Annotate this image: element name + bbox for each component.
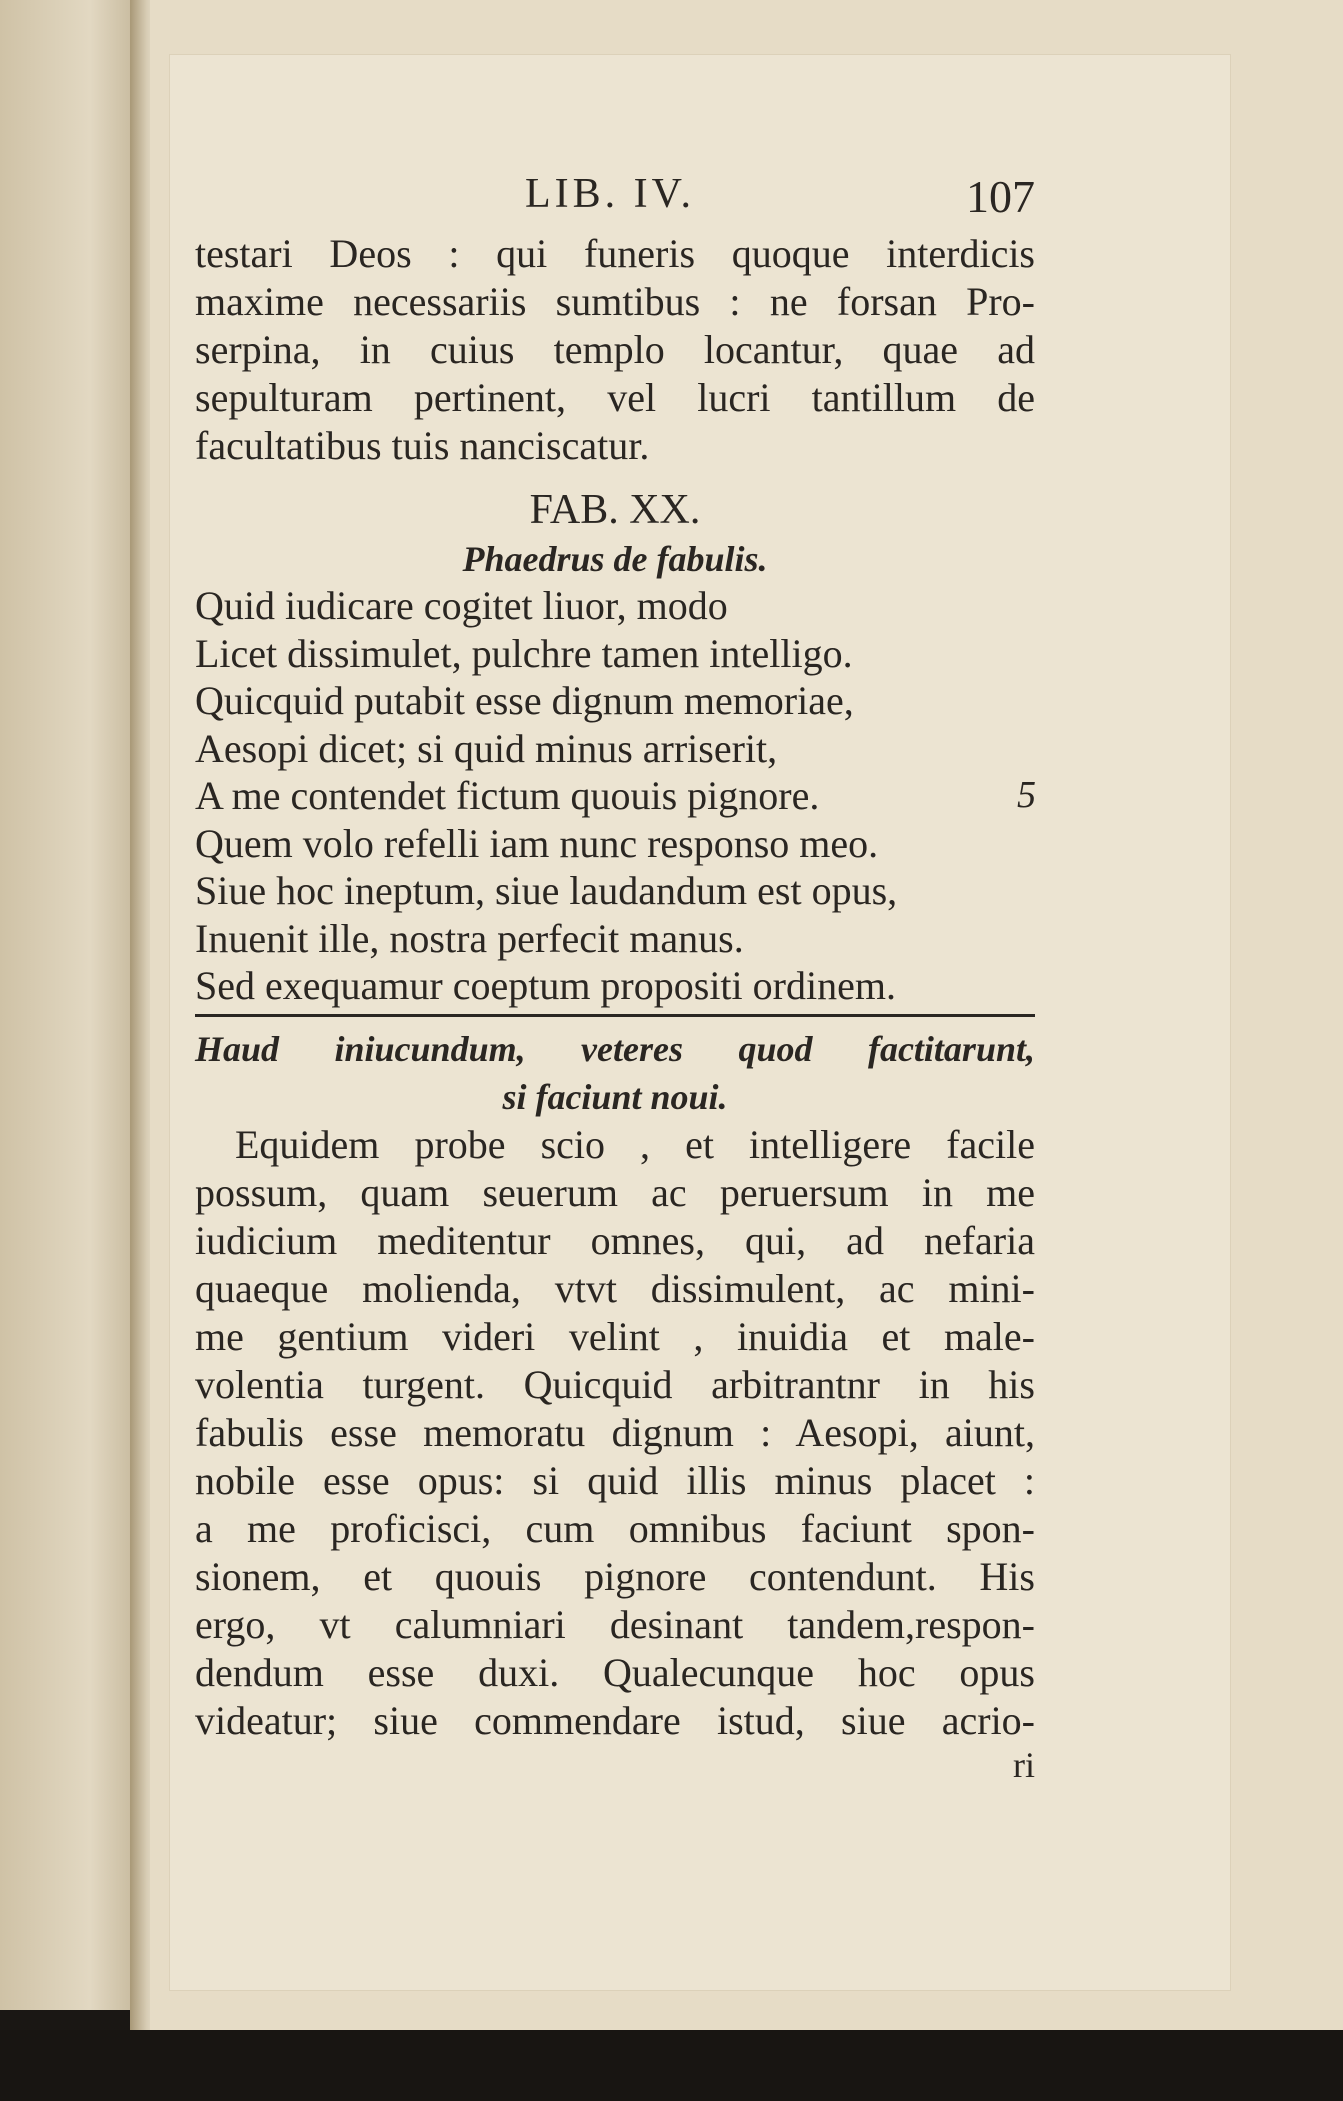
text-line: Equidem probe scio , et intelligere facile [235, 1121, 1035, 1167]
verse-line: Aesopi dicet; si quid minus arriserit, [195, 725, 778, 771]
page-number: 107 [966, 171, 1035, 222]
epimythium-line: Haud iniucundum, veteres quod factitarunt, [195, 1028, 1035, 1069]
page-text [195, 170, 1035, 1785]
text-line: maxime necessariis sumtibus : ne forsan Pro- [195, 279, 1035, 324]
text-line: videatur; siue commendare istud, siue acrio- [195, 1697, 1035, 1743]
text-line: volentia turgent. Quicquid arbitrantnr in his [195, 1361, 1035, 1407]
verse-line: Licet dissimulet, pulchre tamen intelligo. [195, 630, 853, 676]
verse-line: Siue hoc ineptum, siue laudandum est opus, [195, 868, 898, 913]
facing-page-edge [0, 0, 150, 2010]
text-line: facultatibus tuis nanciscatur. [195, 423, 650, 468]
fable-verses [195, 582, 1035, 1010]
text-line: fabulis esse memoratu dignum : Aesopi, aiunt, [195, 1409, 1035, 1455]
verse-text: A me contendet fictum quouis pignore. [195, 773, 820, 818]
text-line: quaeque molienda, vtvt dissimulent, ac mini- [195, 1265, 1035, 1311]
text-line: me gentium videri velint , inuidia et male- [195, 1313, 1035, 1359]
divider-rule [195, 1014, 1035, 1017]
verse-line: Inuenit ille, nostra perfecit manus. [195, 915, 744, 961]
text-line: sepulturam pertinent, vel lucri tantillum de [195, 375, 1035, 420]
bottom-shadow [0, 2030, 1343, 2101]
fable-subtitle: Phaedrus de fabulis. [462, 539, 768, 579]
text-line: serpina, in cuius templo locantur, quae ad [195, 327, 1035, 372]
verse-line: Quicquid putabit esse dignum memoriae, [195, 678, 854, 723]
text-line: nobile esse opus: si quid illis minus placet : [195, 1457, 1035, 1503]
catchword: ri [1013, 1744, 1035, 1785]
intro-paragraph [195, 230, 1035, 470]
text-line: iudicium meditentur omnes, qui, ad nefaria [195, 1217, 1035, 1263]
page-header [195, 170, 1035, 230]
text-line: ergo, vt calumniari desinant tandem,respon- [195, 1601, 1035, 1647]
verse-line: Quem volo refelli iam nunc responso meo. [195, 820, 879, 866]
verse-line: Quid iudicare cogitet liuor, modo [195, 583, 728, 628]
prose-paragraph [195, 1121, 1035, 1745]
epimythium-line: si faciunt noui. [502, 1076, 728, 1117]
running-head: LIB. IV. [525, 171, 696, 217]
verse-line: Sed exequamur coeptum propositi ordinem. [195, 963, 896, 1008]
text-line: a me proficisci, cum omnibus faciunt spon- [195, 1505, 1035, 1551]
fable-title: FAB. XX. [529, 487, 701, 533]
line-number: 5 [1017, 774, 1036, 816]
text-line: sionem, et quouis pignore contendunt. His [195, 1553, 1035, 1599]
text-line: possum, quam seuerum ac peruersum in me [195, 1169, 1035, 1215]
verse-line-numbered [195, 772, 1035, 820]
text-line: dendum esse duxi. Qualecunque hoc opus [195, 1649, 1035, 1695]
text-line: testari Deos : qui funeris quoque interdicis [195, 231, 1035, 276]
